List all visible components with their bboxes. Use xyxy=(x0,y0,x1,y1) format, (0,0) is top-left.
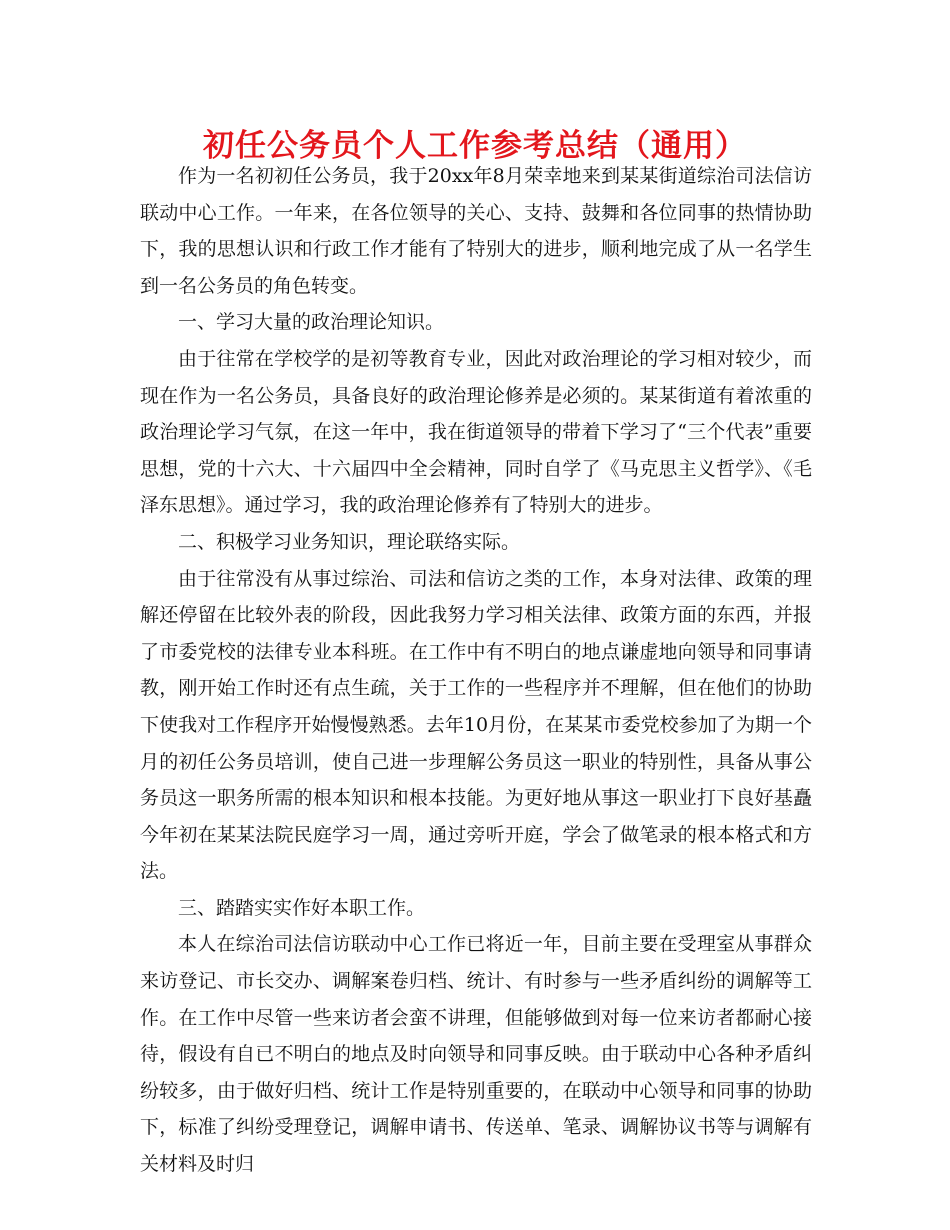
section-heading-2: 二、积极学习业务知识，理论联络实际。 xyxy=(178,530,521,553)
paragraph-section-3: 本人在综治司法信访联动中心工作已将近一年，目前主要在受理室从事群众来访登记、市长交办、调解案卷归档、统计、有时参与一些矛盾纠纷的调解等工作。在工作中尽管一些来访者会蛮不讲理，但能够做到对每一位来访者都耐心接待，假设有自已不明白的地点及时向领导和同事反映。由于联动中心各种矛盾纠纷较多，由于做好归档、统计工作是特别重要的，在联动中心领导和同事的协助下，标准了纠纷受理登记，调解申请书、传送单、笔录、调解协议书等与调解有关材料及时归 xyxy=(140,933,812,1176)
document-body xyxy=(140,158,812,1183)
paragraph-section-2: 由于往常没有从事过综治、司法和信访之类的工作，本身对法律、政策的理解还停留在比较外表的阶段，因此我努力学习相关法律、政策方面的东西，并报了市委党校的法律专业本科班。在工作中有不明白的地点谦虚地向领导和同事请教，刚开始工作时还有点生疏，关于工作的一些程序并不理解，但在他们的协助下使我对工作程序开始慢慢熟悉。去年10月份，在某某市委党校参加了为期一个月的初任公务员培训，使自己进一步理解公务员这一职业的特别性，具备从事公务员这一职务所需的根本知识和根本技能。为更好地从事这一职业打下良好基矗今年初在某某法院民庭学习一周，通过旁听开庭，学会了做笔录的根本格式和方法。 xyxy=(140,567,812,883)
document-title: 初任公务员个人工作参考总结（通用） xyxy=(203,128,747,164)
paragraph-intro: 作为一名初初任公务员，我于20xx年8月荣幸地来到某某街道综治司法信访联动中心工作。一年来，在各位领导的关心、支持、鼓舞和各位同事的热情协助下，我的思想认识和行政工作才能有了特别大的进步，顺利地完成了从一名学生到一名公务员的角色转变。 xyxy=(140,165,812,297)
section-heading-3: 三、踏踏实实作好本职工作。 xyxy=(178,896,426,919)
section-heading-1: 一、学习大量的政治理论知识。 xyxy=(178,311,445,334)
paragraph-section-1: 由于往常在学校学的是初等教育专业，因此对政治理论的学习相对较少，而现在作为一名公务员，具备良好的政治理论修养是必须的。某某街道有着浓重的政治理论学习气氛，在这一年中，我在街道领导的带着下学习了“三个代表”重要思想，党的十六大、十六届四中全会精神，同时自学了《马克思主义哲学》、《毛泽东思想》。通过学习，我的政治理论修养有了特别大的进步。 xyxy=(140,347,812,517)
